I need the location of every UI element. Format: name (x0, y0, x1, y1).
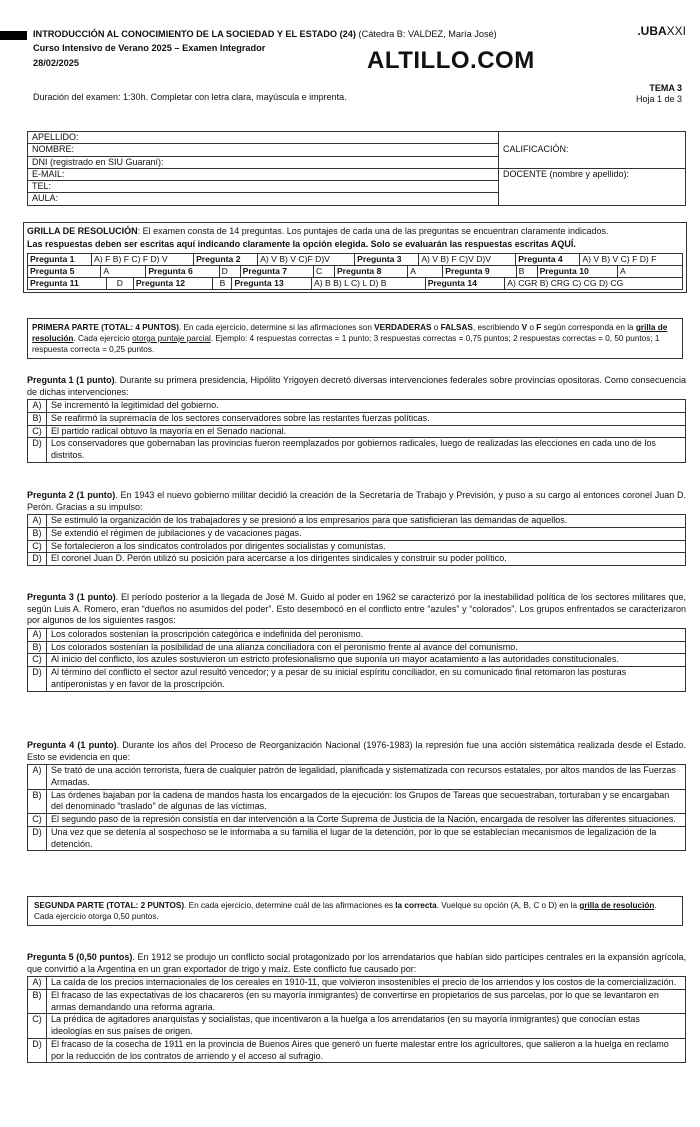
question-stem: Pregunta 5 (0,50 puntos). En 1912 se produjo un conflicto social protagonizado por los arrendatarios que habían sido partícipes centrales en la expansión agrícola, que convirtió a la Argentina en un gran exportador de trigo y maíz. Este conflicto fue causado por: (27, 952, 686, 974)
grid-answer[interactable]: B (213, 277, 232, 289)
options-table (27, 399, 686, 462)
grid-label: Pregunta 6 (146, 265, 219, 277)
option-letter: D) (28, 1038, 47, 1062)
exam-duration: Duración del examen: 1:30h. Completar con letra clara, mayúscula e imprenta. (33, 92, 347, 102)
question-4 (27, 740, 686, 851)
grid-row-3 (27, 277, 683, 290)
options-table (27, 628, 686, 691)
uba-logo: .UBAXXI (637, 24, 686, 38)
option-letter: C) (28, 425, 47, 438)
header-course-title: INTRODUCCIÓN AL CONOCIMIENTO DE LA SOCIEDAD Y EL ESTADO (24) (Cátedra B: VALDEZ, María José) (33, 29, 497, 39)
docente-field[interactable]: DOCENTE (nombre y apellido): (499, 168, 686, 205)
grid-label: Pregunta 11 (28, 277, 107, 289)
option-letter: A) (28, 515, 47, 528)
option-letter: B) (28, 990, 47, 1014)
nombre-field[interactable]: NOMBRE: (28, 144, 499, 156)
option-text: Una vez que se detenía al sospechoso se le informaba a su familia el lugar de la detención, por lo que se establecían mecanismos de legalización de la detención. (47, 826, 686, 850)
grid-answer[interactable]: A) V B) V C) F D) F (580, 253, 683, 265)
option-letter: C) (28, 1014, 47, 1038)
grid-answer[interactable]: A) B B) L C) L D) B (312, 277, 426, 289)
black-bar (0, 31, 27, 40)
hoja-label: Hoja 1 de 3 (635, 94, 682, 105)
option-letter: D) (28, 438, 47, 462)
option-letter: A) (28, 400, 47, 413)
option-letter: D) (28, 553, 47, 566)
grid-answer[interactable]: D (219, 265, 240, 277)
email-field[interactable]: E-MAIL: (28, 168, 499, 180)
grid-answer[interactable]: A (101, 265, 146, 277)
apellido-field[interactable]: APELLIDO: (28, 132, 499, 144)
header-date: 28/02/2025 (33, 58, 79, 68)
option-text: Los conservadores que gobernaban las provincias fueron reemplazados por gobiernos radicales, luego de realizadas las elecciones en cada uno de los distritos. (47, 438, 686, 462)
grid-answer[interactable]: A) V B) V C)F D)V (258, 253, 355, 265)
tema-info (636, 83, 682, 106)
calificacion-field[interactable]: CALIFICACIÓN: (499, 132, 686, 169)
option-text: Se trató de una acción terrorista, fuera de cualquier patrón de legalidad, planificada y sistematizada con recursos estatales, por altos mandos de las Fuerzas Armadas. (47, 765, 686, 789)
option-text: Los colorados sostenían la posibilidad de una alianza conciliadora con el peronismo frente al avance del comunismo. (47, 641, 686, 654)
option-letter: C) (28, 654, 47, 667)
option-letter: A) (28, 977, 47, 990)
option-letter: A) (28, 765, 47, 789)
option-letter: B) (28, 413, 47, 426)
option-letter: D) (28, 667, 47, 691)
tel-field[interactable]: TEL: (28, 181, 499, 193)
primera-parte-instructions: PRIMERA PARTE (TOTAL: 4 PUNTOS). En cada ejercicio, determine si las afirmaciones son VERDADERAS o FALSAS, escribiendo V o F según corresponda en la grilla de resolución. Cada ejercicio otorga puntaje parcial. Ejemplo: 4 respuestas correctas = 1 punto; 3 respuestas correctas = 0,75 puntos; 2 respuestas correctas = 0, 50 puntos; 1 respuesta correcta = 0,25 puntos. (27, 318, 683, 359)
option-text: El fracaso de la cosecha de 1911 en la provincia de Buenos Aires que generó un fuerte malestar entre los agricultores, que salieron a la huelga en reclamo por la reducción de los contratos de arriendo y el acceso al sufragio. (47, 1038, 686, 1062)
option-text: Los colorados sostenían la proscripción categórica e indefinida del peronismo. (47, 629, 686, 642)
options-table (27, 514, 686, 566)
option-letter: A) (28, 629, 47, 642)
grid-label: Pregunta 1 (28, 253, 92, 265)
option-text: La caída de los precios internacionales de los cereales en 1910-11, que volvieron insostenibles el precio de los arriendos y los costos de la comercialización. (47, 977, 686, 990)
grid-label: Pregunta 13 (232, 277, 312, 289)
options-table (27, 976, 686, 1063)
grid-label: Pregunta 14 (425, 277, 505, 289)
grid-answer[interactable]: A (408, 265, 443, 277)
question-1 (27, 375, 686, 463)
segunda-parte-instructions: SEGUNDA PARTE (TOTAL: 2 PUNTOS). En cada ejercicio, determine cuál de las afirmaciones es la correcta. Vuelque su opción (A, B, C o D) en la grilla de resolución. Cada ejercicio otorga 0,50 puntos. (27, 896, 683, 926)
grid-warning: Las respuestas deben ser escritas aquí indicando claramente la opción elegida. Solo se evaluarán las respuestas escritas AQUÍ. (27, 239, 576, 250)
grid-label: Pregunta 5 (28, 265, 101, 277)
grid-answer[interactable]: A) F B) F C) F D) V (92, 253, 194, 265)
grid-answer[interactable]: A) V B) F C)V D)V (419, 253, 516, 265)
option-letter: C) (28, 814, 47, 827)
option-letter: B) (28, 641, 47, 654)
option-text: Se incrementó la legitimidad del gobierno. (47, 400, 686, 413)
grid-answer[interactable]: B (516, 265, 537, 277)
question-3 (27, 592, 686, 692)
header-course-subtitle: Curso Intensivo de Verano 2025 – Examen Integrador (33, 43, 266, 53)
option-text: El fracaso de las expectativas de los chacareros (en su mayoría inmigrantes) de convertirse en propietarios de sus parcelas, por lo que se levantaron en armas demandando una reforma agraria. (47, 990, 686, 1014)
question-stem: Pregunta 2 (1 punto). En 1943 el nuevo gobierno militar decidió la creación de la Secretaría de Trabajo y Previsión, y puso a su cargo al entonces coronel Juan D. Perón. Gracias a su impulso: (27, 490, 687, 512)
option-text: Al inicio del conflicto, los azules sostuvieron un estricto profesionalismo que suponía un mayor acatamiento a las autoridades constitucionales. (47, 654, 686, 667)
grid-answer[interactable]: D (106, 277, 133, 289)
identification-table (27, 131, 686, 206)
option-text: Se extendió el régimen de jubilaciones y de vacaciones pagas. (47, 528, 686, 541)
option-text: Se fortalecieron a los sindicatos controlados por dirigentes socialistas y comunistas. (47, 540, 686, 553)
grid-answer[interactable]: C (313, 265, 334, 277)
option-text: El coronel Juan D. Perón utilizó su posición para acercarse a los dirigentes sindicales y construir su poder político. (47, 553, 686, 566)
option-letter: D) (28, 826, 47, 850)
grid-label: Pregunta 9 (443, 265, 516, 277)
question-stem: Pregunta 3 (1 punto). El período posterior a la llegada de José M. Guido al poder en 1962 se caracterizó por la inestabilidad política de los sectores militares que, según Luis A. Romero, eran “dueños no asumidos del poder”. Esto desembocó en el conflicto entre “azules” y “colorados”. Los grupos enfrentados se caracterizaron por algunos de los siguientes rasgos: (27, 592, 686, 626)
grid-label: Pregunta 3 (355, 253, 419, 265)
grid-answer[interactable]: A (618, 265, 683, 277)
grid-label: Pregunta 7 (240, 265, 313, 277)
option-text: La prédica de agitadores anarquistas y socialistas, que incentivaron a la huelga a los arrendatarios (en su mayoría inmigrantes) que conocían estas ideologías en sus países de origen. (47, 1014, 686, 1038)
option-text: Se estimuló la organización de los trabajadores y se presionó a los empresarios para que satisficieran las demandas de aquellos. (47, 515, 686, 528)
grid-answer[interactable]: A) CGR B) CRG C) CG D) CG (505, 277, 683, 289)
question-stem: Pregunta 4 (1 punto). Durante los años del Proceso de Reorganización Nacional (1976-1983) la represión fue una acción sistemática realizada desde el Estado. Esto se evidencia en que: (27, 740, 686, 762)
aula-field[interactable]: AULA: (28, 193, 499, 205)
question-5 (27, 952, 686, 1063)
option-letter: B) (28, 789, 47, 813)
option-text: Las órdenes bajaban por la cadena de mandos hasta los encargados de la ejecución: los Grupos de Tareas que secuestraban, torturaban y se encargaban del denominado “traslado” de algunas de las víctimas. (47, 789, 686, 813)
grid-label: Pregunta 4 (516, 253, 580, 265)
grid-instructions: GRILLA DE RESOLUCIÓN: El examen consta de 14 preguntas. Los puntajes de cada una de las preguntas se encuentran claramente indicados. (27, 226, 609, 236)
altillo-watermark: ALTILLO.COM (367, 47, 535, 74)
option-letter: C) (28, 540, 47, 553)
question-2 (27, 490, 686, 566)
dni-field[interactable]: DNI (registrado en SIU Guaraní): (28, 156, 499, 168)
option-text: El partido radical obtuvo la mayoría en el Senado nacional. (47, 425, 686, 438)
grilla-link: grilla de resolución (579, 901, 655, 910)
tema-label: TEMA 3 (649, 83, 682, 93)
grid-label: Pregunta 2 (194, 253, 258, 265)
grid-label: Pregunta 10 (537, 265, 617, 277)
option-text: El segundo paso de la represión consistía en dar intervención a la Corte Suprema de Justicia de la Nación, encargada de resolver las diferentes situaciones. (47, 814, 686, 827)
question-stem: Pregunta 1 (1 punto). Durante su primera presidencia, Hipólito Yrigoyen decretó diversas intervenciones federales sobre provincias opositoras. Como consecuencia de dichas intervenciones: (27, 375, 687, 397)
grilla-link: grilla de resolución (32, 323, 668, 344)
grid-label: Pregunta 8 (334, 265, 407, 277)
answer-grid (23, 222, 687, 293)
option-text: Al término del conflicto el sector azul resultó vencedor; y a pesar de su inicial espíritu conciliador, en su comunicado final retomaron las posturas antiperonistas y en favor de la proscripción. (47, 667, 686, 691)
grid-label: Pregunta 12 (133, 277, 213, 289)
option-text: Se reafirmó la supremacía de los sectores conservadores sobre las restantes fuerzas políticas. (47, 413, 686, 426)
option-letter: B) (28, 528, 47, 541)
options-table (27, 764, 686, 851)
